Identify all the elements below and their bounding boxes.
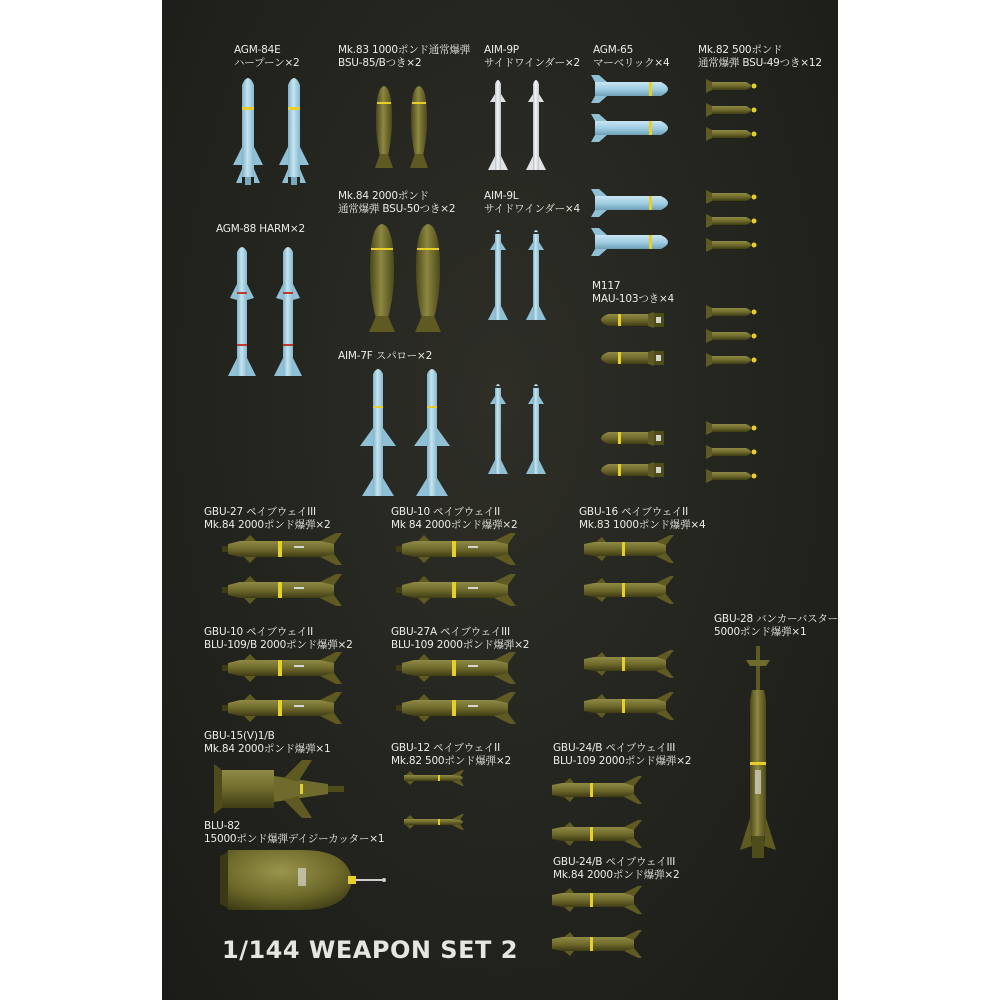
label-agm-65: AGM-65 マーベリック×4 <box>593 44 670 69</box>
gbu-10-blu109-bombs <box>222 652 342 724</box>
gbu-27-bombs <box>222 533 342 606</box>
label-blu-82: BLU-82 15000ポンド爆弾デイジーカッター×1 <box>204 820 385 845</box>
gbu-24-blu109-bombs <box>552 776 642 848</box>
label-gbu-28: GBU-28 バンカーバスター 5000ポンド爆弾×1 <box>714 613 838 638</box>
aim-7f-missiles <box>360 369 450 496</box>
m117-bombs <box>601 312 664 478</box>
aim-9p-missiles <box>488 80 546 170</box>
label-gbu-16: GBU-16 ペイブウェイII Mk.83 1000ポンド爆弾×4 <box>579 506 706 531</box>
label-aim-7f: AIM-7F スパロー×2 <box>338 350 433 362</box>
agm-84e-missiles <box>233 78 309 185</box>
mk-82-bombs <box>706 79 757 483</box>
product-title: 1/144 WEAPON SET 2 <box>222 936 518 964</box>
gbu-28-bomb <box>740 646 776 858</box>
label-mk-84: Mk.84 2000ポンド 通常爆弾 BSU-50つき×2 <box>338 190 456 215</box>
weapons-artwork <box>162 0 838 1000</box>
label-aim-9p: AIM-9P サイドワインダー×2 <box>484 44 581 69</box>
agm-65-missiles <box>591 75 668 256</box>
label-mk-83: Mk.83 1000ポンド通常爆弾 BSU-85/Bつき×2 <box>338 44 470 69</box>
label-gbu-24-blu109: GBU-24/B ペイブウェイIII BLU-109 2000ポンド爆弾×2 <box>553 742 692 767</box>
label-agm-84e: AGM-84E ハープーン×2 <box>234 44 300 69</box>
label-gbu-24-mk84: GBU-24/B ペイブウェイIII Mk.84 2000ポンド爆弾×2 <box>553 856 680 881</box>
product-board <box>162 0 838 1000</box>
label-gbu-10-mk84: GBU-10 ペイブウェイII Mk 84 2000ポンド爆弾×2 <box>391 506 518 531</box>
agm-88-missiles <box>228 247 302 376</box>
gbu-27a-bombs <box>396 652 516 724</box>
label-gbu-27: GBU-27 ペイブウェイIII Mk.84 2000ポンド爆弾×2 <box>204 506 331 531</box>
gbu-16-bombs <box>584 535 674 720</box>
gbu-12-bombs <box>404 770 464 830</box>
aim-9l-missiles <box>488 230 546 474</box>
gbu-10-mk84-bombs <box>396 533 516 606</box>
label-gbu-15: GBU-15(V)1/B Mk.84 2000ポンド爆弾×1 <box>204 730 331 755</box>
label-mk-82: Mk.82 500ポンド 通常爆弾 BSU-49つき×12 <box>698 44 822 69</box>
label-agm-88: AGM-88 HARM×2 <box>216 223 305 235</box>
label-m117: M117 MAU-103つき×4 <box>592 280 675 305</box>
label-gbu-12: GBU-12 ペイブウェイII Mk.82 500ポンド爆弾×2 <box>391 742 511 767</box>
label-gbu-10-blu109: GBU-10 ペイブウェイII BLU-109/B 2000ポンド爆弾×2 <box>204 626 353 651</box>
label-gbu-27a: GBU-27A ペイブウェイIII BLU-109 2000ポンド爆弾×2 <box>391 626 530 651</box>
label-aim-9l: AIM-9L サイドワインダー×4 <box>484 190 581 215</box>
mk-83-bombs <box>375 86 428 168</box>
blu-82-bomb <box>220 850 386 910</box>
gbu-24-mk84-bombs <box>552 886 642 958</box>
mk-84-bombs <box>369 224 441 332</box>
gbu-15-bomb <box>214 760 344 818</box>
